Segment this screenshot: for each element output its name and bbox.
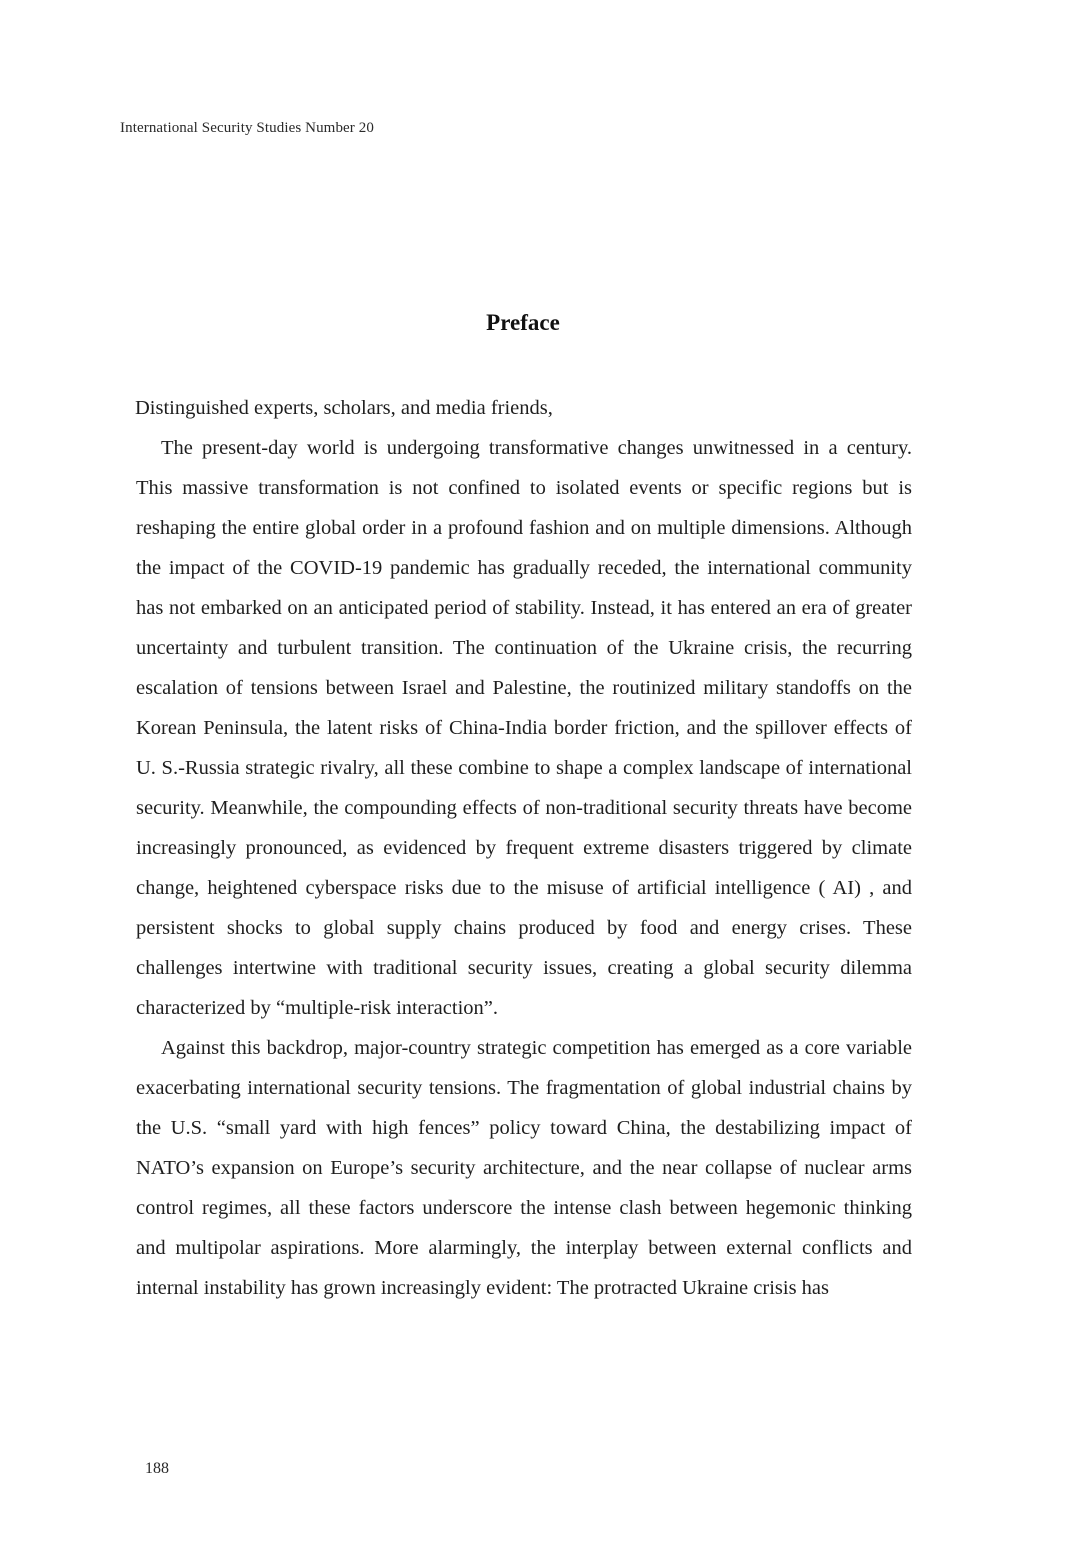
salutation: Distinguished experts, scholars, and media friends, [135, 397, 553, 419]
page-title: Preface [486, 310, 560, 335]
article-body [136, 388, 912, 1308]
paragraph-1: The present-day world is undergoing transformative changes unwitnessed in a century. This massive transformation is not confined to isolated events or specific regions but is reshaping the entire global order in a profound fashion and on multiple dimensions. Although the impact of the COVID-19 pandemic has gradually receded, the international community has not embarked on an anticipated period of stability. Instead, it has entered an era of greater uncertainty and turbulent transition. The continuation of the Ukraine crisis, the recurring escalation of tensions between Israel and Palestine, the routinized military standoffs on the Korean Peninsula, the latent risks of China-India border friction, and the spillover effects of U. S.-Russia strategic rivalry, all these combine to shape a complex landscape of international security. Meanwhile, the compounding effects of non-traditional security threats have become increasingly pronounced, as evidenced by frequent extreme disasters triggered by climate change, heightened cyberspace risks due to the misuse of artificial intelligence ( AI) , and persistent shocks to global supply chains produced by food and energy crises. These challenges intertwine with traditional security issues, creating a global security dilemma characterized by “multiple-risk interaction”. [136, 437, 912, 1019]
running-header: International Security Studies Number 20 [120, 120, 374, 136]
paragraph-2: Against this backdrop, major-country strategic competition has emerged as a core variable exacerbating international security tensions. The fragmentation of global industrial chains by the U.S. “small yard with high fences” policy toward China, the destabilizing impact of NATO’s expansion on Europe’s security architecture, and the near collapse of nuclear arms control regimes, all these factors underscore the intense clash between hegemonic thinking and multipolar aspirations. More alarmingly, the interplay between external conflicts and internal instability has grown increasingly evident: The protracted Ukraine crisis has [136, 1037, 912, 1299]
page-number: 188 [145, 1460, 169, 1477]
